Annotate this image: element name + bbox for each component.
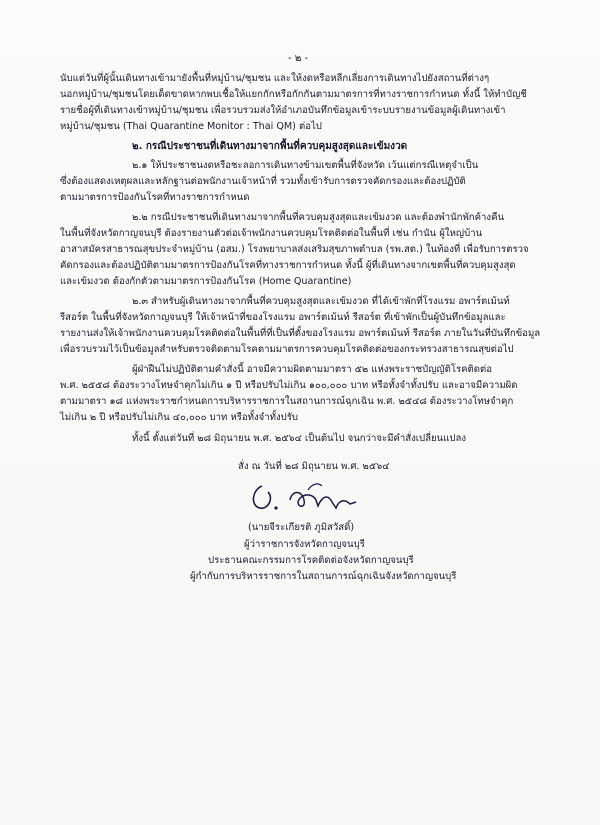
para-2-2-line-3: อาสาสมัครสาธารณสุขประจำหมู่บ้าน (อสม.) โรงพยาบาลส่งเสริมสุขภาพตำบล (รพ.สต.) ในท้องที่ เพื่อรับการตรวจ xyxy=(60,244,529,255)
para-2-2-line-5: และเข้มงวด ต้องกักตัวตามมาตรการป้องกันโรค (Home Quarantine) xyxy=(60,276,352,287)
para-2-3-line-2: รีสอร์ต ในพื้นที่จังหวัดกาญจนบุรี ให้เจ้าหน้าที่ของโรงแรม อพาร์ตเม้นท์ รีสอร์ต ที่เข้าพักเป็นผู้บันทึกข้อมูลและ xyxy=(60,312,506,323)
intro-line-1: นับแต่วันที่ผู้นั้นเดินทางเข้ามายังพื้นที่หมู่บ้าน/ชุมชน และให้งดหรือหลีกเลี่ยงการเดินทางไปยังสถานที่ต่างๆ xyxy=(60,73,490,84)
section-2-heading: ๒. กรณีประชาชนที่เดินทางมาจากพื้นที่ควบคุมสูงสุดและเข้มงวด xyxy=(132,141,408,152)
order-date: สั่ง ณ วันที่ ๒๘ มิถุนายน พ.ศ. ๒๕๖๔ xyxy=(238,461,390,472)
signatory-title-chair: ประธานคณะกรรมการโรคติดต่อจังหวัดกาญจนบุรี xyxy=(208,555,414,566)
intro-line-2: นอกหมู่บ้าน/ชุมชนโดยเด็ดขาดหากพบเชื้อให้แยกกักหรือกักกันตามมาตรการที่ทางราชการกำหนด ทั้งนี้ ให้ทำบัญชี xyxy=(60,89,527,100)
signatory-title-governor: ผู้ว่าราชการจังหวัดกาญจนบุรี xyxy=(244,539,365,550)
para-2-3-line-1: ๒.๓ สำหรับผู้เดินทางมาจากพื้นที่ควบคุมสูงสุดและเข้มงวด ที่ได้เข้าพักที่โรงแรม อพาร์ตเม้นท์ xyxy=(132,296,510,307)
para-2-3-line-3: รายงานส่งให้เจ้าพนักงานควบคุมโรคติดต่อในพื้นที่ที่เป็นที่ตั้งของโรงแรม อพาร์ตเม้นท์ รีสอร์ต ภายในวันที่บันทึกข้อมูล xyxy=(60,328,541,339)
para-2-2-line-2: ในพื้นที่จังหวัดกาญจนบุรี ต้องรายงานตัวต่อเจ้าพนักงานควบคุมโรคติดต่อในพื้นที่ เช่น กำนัน ผู้ใหญ่บ้าน xyxy=(60,228,483,239)
para-2-1-line-2: ซึ่งต้องแสดงเหตุผลและหลักฐานต่อพนักงานเจ้าหน้าที่ รวมทั้งเข้ารับการตรวจคัดกรองและต้องปฏิบัติ xyxy=(60,176,466,187)
para-2-3-line-4: เพื่อรวบรวมไว้เป็นข้อมูลสำหรับตรวจติดตามโรคตามมาตรการควบคุมโรคติดต่อของกระทรวงสาธารณสุขต่อไป xyxy=(60,344,514,355)
penalty-line-2: พ.ศ. ๒๕๕๘ ต้องระวางโทษจำคุกไม่เกิน ๑ ปี หรือปรับไม่เกิน ๑๐๐,๐๐๐ บาท หรือทั้งจำทั้งปรับ และอาจมีความผิด xyxy=(60,380,518,391)
page-number: - ๒ - xyxy=(288,53,309,64)
intro-line-4: หมู่บ้าน/ชุมชน (Thai Quarantine Monitor : Thai QM) ต่อไป xyxy=(60,121,322,132)
signatory-name: (นายจีระเกียรติ ภูมิสวัสดิ์) xyxy=(248,522,355,533)
para-2-2-line-4: คัดกรองและต้องปฏิบัติตามมาตรการป้องกันโรคที่ทางราชการกำหนด ทั้งนี้ ผู้ที่เดินทางจากเขตพื้นที่ควบคุมสูงสุด xyxy=(60,260,516,271)
penalty-line-1: ผู้ฝ่าฝืนไม่ปฏิบัติตามคำสั่งนี้ อาจมีความผิดตามมาตรา ๕๒ แห่งพระราชบัญญัติโรคติดต่อ xyxy=(132,364,492,375)
para-2-1-line-3: ตามมาตรการป้องกันโรคที่ทางราชการกำหนด xyxy=(60,192,250,203)
intro-line-3: รายชื่อผู้ที่เดินทางเข้าหมู่บ้าน/ชุมชน เพื่อรวบรวมส่งให้อำเภอบันทึกข้อมูลเข้าระบบรายงานข้อมูลผู้เดินทางเข้า xyxy=(60,105,506,116)
penalty-line-4: ไม่เกิน ๒ ปี หรือปรับไม่เกิน ๔๐,๐๐๐ บาท หรือทั้งจำทั้งปรับ xyxy=(60,412,299,423)
penalty-line-3: ตามมาตรา ๑๘ แห่งพระราชกำหนดการบริหารราชการในสถานการณ์ฉุกเฉิน พ.ศ. ๒๕๔๘ ต้องระวางโทษจำคุก xyxy=(60,396,514,407)
effective-date-text: ทั้งนี้ ตั้งแต่วันที่ ๒๘ มิถุนายน พ.ศ. ๒๕๖๔ เป็นต้นไป จนกว่าจะมีคำสั่งเปลี่ยนแปลง xyxy=(132,433,467,444)
para-2-1-line-1: ๒.๑ ให้ประชาชนงดหรือชะลอการเดินทางข้ามเขตพื้นที่จังหวัด เว้นแต่กรณีเหตุจำเป็น xyxy=(132,160,479,171)
handwritten-signature xyxy=(232,478,382,516)
para-2-2-line-1: ๒.๒ กรณีประชาชนที่เดินทางมาจากพื้นที่ควบคุมสูงสุดและเข้มงวด และต้องพำนักพักค้างคืน xyxy=(132,212,505,223)
signatory-title-emergency: ผู้กำกับการบริหารราชการในสถานการณ์ฉุกเฉินจังหวัดกาญจนบุรี xyxy=(190,571,457,582)
